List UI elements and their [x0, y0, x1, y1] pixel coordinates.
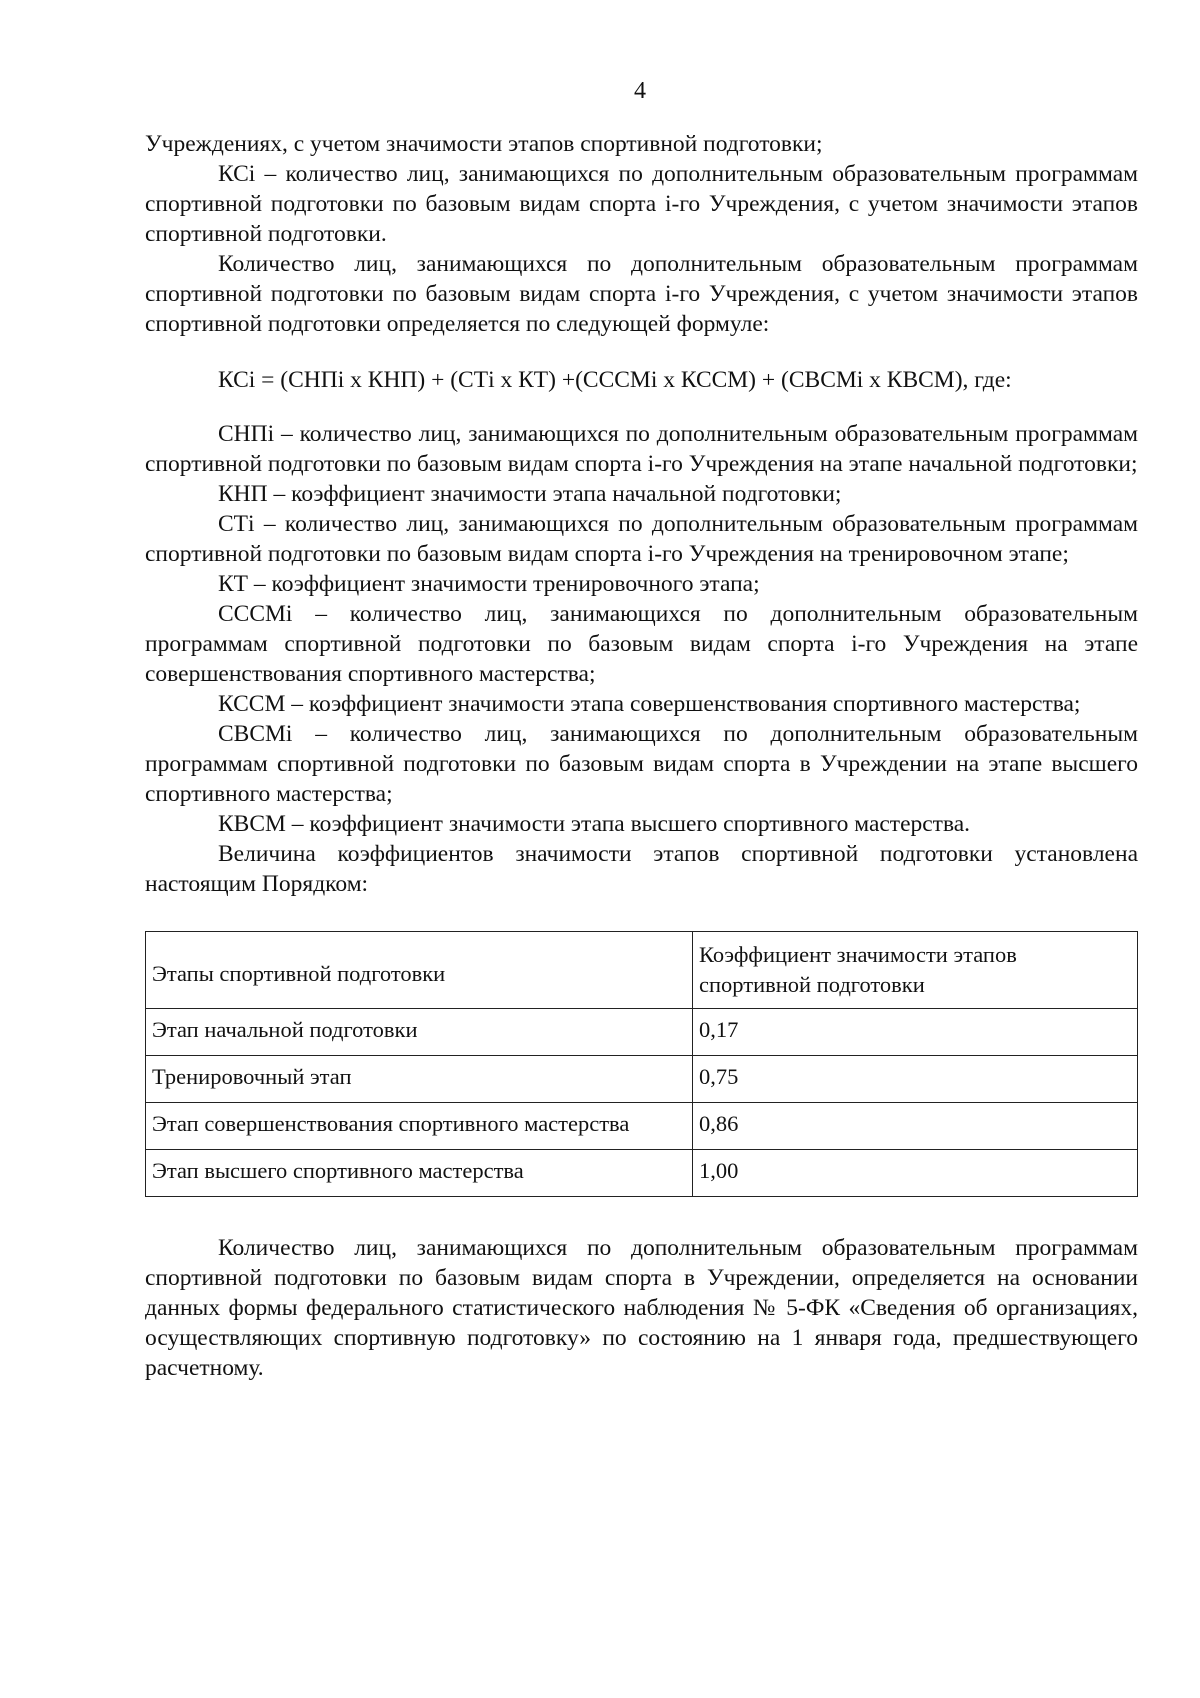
table-row: [146, 1056, 1138, 1103]
table-cell-stage: Этап высшего спортивного мастерства: [146, 1150, 693, 1197]
definition-kssm: КССМ – коэффициент значимости этапа совершенствования спортивного мастерства;: [218, 691, 1081, 717]
definition-snpi: СНПi – количество лиц, занимающихся по дополнительным образовательным программам спортивной подготовки по базовым видам спорта i-го Учреждения на этапе начальной подготовки;: [145, 421, 1138, 477]
table-cell-coefficient: 0,75: [693, 1056, 1138, 1103]
paragraph-data-source: Количество лиц, занимающихся по дополнительным образовательным программам спортивной подготовки по базовым видам спорта в Учреждении, определяется на основании данных формы федерального статистического наблюдения № 5-ФК «Сведения об организациях, осуществляющих спортивную подготовку» по состоянию на 1 января года, предшествующего расчетному.: [145, 1235, 1138, 1381]
page-number: 4: [634, 78, 646, 104]
paragraph-table-intro: Величина коэффициентов значимости этапов спортивной подготовки установлена настоящим Порядком:: [145, 841, 1138, 897]
paragraph-continuation: Учреждениях, с учетом значимости этапов спортивной подготовки;: [145, 131, 823, 157]
definition-sti: СТi – количество лиц, занимающихся по дополнительным образовательным программам спортивной подготовки по базовым видам спорта i-го Учреждения на тренировочном этапе;: [145, 511, 1138, 567]
table-row: [146, 1103, 1138, 1150]
table-cell-stage: Тренировочный этап: [146, 1056, 693, 1103]
definition-svsmi: СВСМi – количество лиц, занимающихся по дополнительным образовательным программам спортивной подготовки по базовым видам спорта в Учреждении на этапе высшего спортивного мастерства;: [145, 721, 1138, 807]
table-header-stage: Этапы спортивной подготовки: [146, 932, 693, 1009]
table-row: [146, 1009, 1138, 1056]
document-body: [145, 129, 1138, 1383]
formula: КСi = (СНПi х КНП) + (СТi х КТ) +(СССМi х КССМ) + (СВСМi х КВСМ), где:: [218, 367, 1012, 393]
definition-kvsm: КВСМ – коэффициент значимости этапа высшего спортивного мастерства.: [218, 811, 971, 837]
table-cell-coefficient: 0,17: [693, 1009, 1138, 1056]
definition-knp: КНП – коэффициент значимости этапа начальной подготовки;: [218, 481, 842, 507]
paragraph-ksi-definition: КСi – количество лиц, занимающихся по дополнительным образовательным программам спортивной подготовки по базовым видам спорта i-го Учреждения, с учетом значимости этапов спортивной подготовки.: [145, 161, 1138, 247]
table-cell-coefficient: 0,86: [693, 1103, 1138, 1150]
table-cell-stage: Этап начальной подготовки: [146, 1009, 693, 1056]
definition-kt: КТ – коэффициент значимости тренировочного этапа;: [218, 571, 760, 597]
table-cell-stage: Этап совершенствования спортивного мастерства: [146, 1103, 693, 1150]
definition-sssmi: СССМi – количество лиц, занимающихся по дополнительным образовательным программам спортивной подготовки по базовым видам спорта i-го Учреждения на этапе совершенствования спортивного мастерства;: [145, 601, 1138, 687]
coefficients-table: [145, 931, 1138, 1197]
table-header-row: [146, 932, 1138, 1009]
table-cell-coefficient: 1,00: [693, 1150, 1138, 1197]
table-header-coefficient: Коэффициент значимости этапов спортивной подготовки: [693, 932, 1138, 1009]
paragraph-formula-intro: Количество лиц, занимающихся по дополнительным образовательным программам спортивной подготовки по базовым видам спорта i-го Учреждения, с учетом значимости этапов спортивной подготовки определяется по следующей формуле:: [145, 251, 1138, 337]
table-row: [146, 1150, 1138, 1197]
